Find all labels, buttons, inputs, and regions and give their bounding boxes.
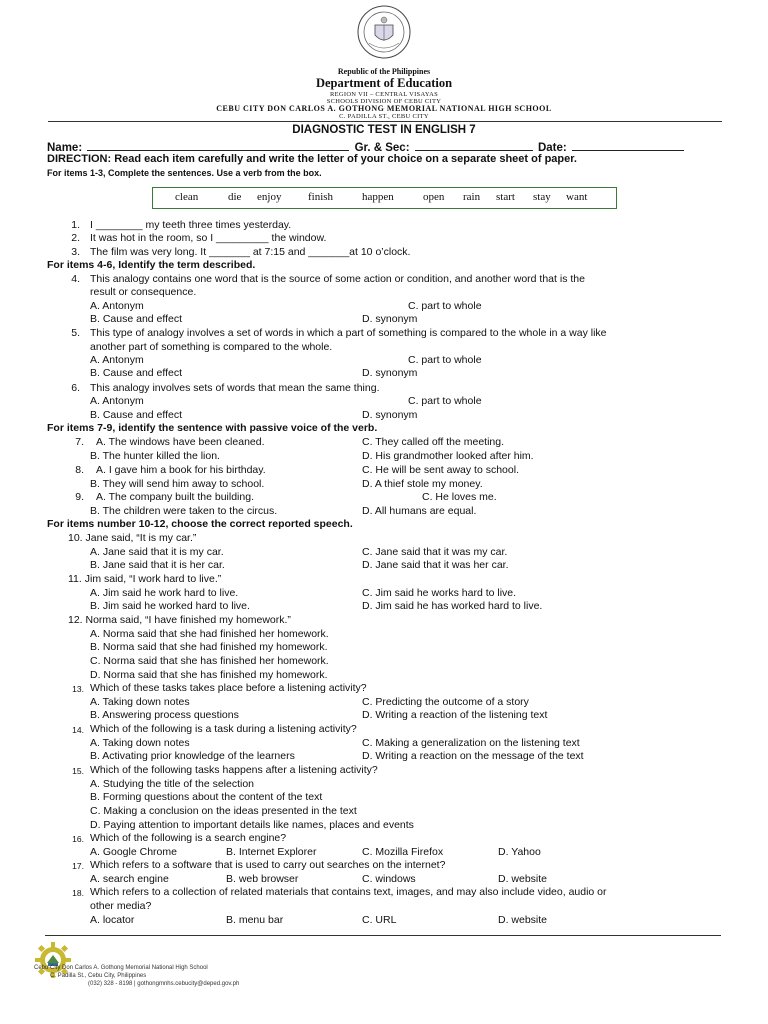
choice[interactable]: A. Antonym — [90, 395, 144, 407]
choice[interactable]: D. A thief stole my money. — [362, 478, 483, 490]
region-line: REGION VII – CENTRAL VISAYAS — [329, 91, 439, 98]
question-number: 8. — [75, 464, 84, 476]
choice[interactable]: C. Mozilla Firefox — [362, 846, 444, 858]
choice[interactable]: A. The windows have been cleaned. — [96, 436, 265, 448]
choice[interactable]: D. Yahoo — [498, 846, 541, 858]
choice[interactable]: D. All humans are equal. — [362, 505, 477, 517]
question-13: Which of these tasks takes place before a listening activity? — [90, 682, 367, 694]
section-heading: For items number 10-12, choose the correct reported speech. — [47, 518, 353, 530]
choice[interactable]: B. Jane said that it is her car. — [90, 559, 225, 571]
question-6: This analogy involves sets of words that mean the same thing. — [90, 382, 380, 394]
question-2: It was hot in the room, so I _________ the window. — [90, 232, 327, 244]
choice[interactable]: D. Writing a reaction on the message of the text — [362, 750, 584, 762]
choice[interactable]: B. Cause and effect — [90, 313, 183, 325]
question-number: 7. — [75, 436, 84, 448]
choice[interactable]: A. I gave him a book for his birthday. — [96, 464, 266, 476]
question-5-cont: another part of something is compared to the whole. — [90, 341, 333, 353]
choice[interactable]: A. Antonym — [90, 354, 144, 366]
choice[interactable]: B. Forming questions about the content of the text — [90, 791, 323, 803]
question-4: This analogy contains one word that is the source of some action or condition, and another word that is the — [90, 273, 585, 285]
word-box-item: die — [228, 191, 242, 203]
address-line: C. PADILLA ST., CEBU CITY — [339, 113, 429, 120]
choice[interactable]: A. Jane said that it is my car. — [90, 546, 224, 558]
choice[interactable]: C. URL — [362, 914, 397, 926]
choice[interactable]: C. part to whole — [408, 354, 482, 366]
choice[interactable]: B. The children were taken to the circus. — [90, 505, 278, 517]
footer-school: Cebu City Don Carlos A. Gothong Memorial National High School — [34, 965, 208, 971]
deped-seal-icon — [357, 5, 411, 59]
choice[interactable]: B. Cause and effect — [90, 409, 183, 421]
student-info-line — [47, 140, 686, 154]
question-15: Which of the following tasks happens after a listening activity? — [90, 764, 378, 776]
choice[interactable]: C. He loves me. — [422, 491, 497, 503]
choice[interactable]: D. website — [498, 914, 548, 926]
section-heading: For items 7-9, identify the sentence with passive voice of the verb. — [47, 422, 378, 434]
header-divider — [48, 121, 722, 122]
choice[interactable]: A. Taking down notes — [90, 737, 190, 749]
choice[interactable]: D. Paying attention to important details like names, places and events — [90, 819, 414, 831]
question-number: 13. — [72, 684, 84, 694]
items-1-3-instruction: For items 1-3, Complete the sentences. Use a verb from the box. — [47, 168, 322, 178]
question-18: Which refers to a collection of related materials that contains text, images, and may also include video, audio or — [90, 886, 607, 898]
choice[interactable]: D. synonym — [362, 367, 418, 379]
question-number: 17. — [72, 861, 84, 871]
word-box-item: rain — [463, 191, 481, 203]
choice[interactable]: C. part to whole — [408, 300, 482, 312]
question-number: 18. — [72, 888, 84, 898]
question-10: 10. Jane said, “It is my car.” — [68, 532, 197, 544]
date-label: Date: — [537, 142, 567, 154]
question-4-cont: result or consequence. — [90, 286, 197, 298]
word-box-item: stay — [533, 191, 551, 203]
question-11: 11. Jim said, “I work hard to live.” — [68, 573, 222, 585]
question-16: Which of the following is a search engine? — [90, 832, 287, 844]
choice[interactable]: B. The hunter killed the lion. — [90, 450, 220, 462]
word-box-item: want — [566, 191, 588, 203]
question-number: 4. — [71, 273, 80, 285]
question-5: This type of analogy involves a set of words in which a part of something is compared to the whole in a way like — [90, 327, 607, 339]
question-12: 12. Norma said, “I have finished my homework.” — [68, 614, 291, 626]
choice[interactable]: A. The company built the building. — [96, 491, 254, 503]
choice[interactable]: A. Antonym — [90, 300, 144, 312]
choice[interactable]: C. They called off the meeting. — [362, 436, 505, 448]
question-number: 9. — [75, 491, 84, 503]
choice[interactable]: C. windows — [362, 873, 416, 885]
question-number: 16. — [72, 834, 84, 844]
question-number: 1. — [71, 219, 80, 231]
word-box-item: open — [423, 191, 445, 203]
choice[interactable]: D. His grandmother looked after him. — [362, 450, 534, 462]
choice[interactable]: D. Jane said that it was her car. — [362, 559, 509, 571]
question-14: Which of the following is a task during a listening activity? — [90, 723, 357, 735]
question-number: 14. — [72, 725, 84, 735]
choice[interactable]: A. Google Chrome — [90, 846, 177, 858]
choice[interactable]: D. synonym — [362, 313, 418, 325]
question-number: 2. — [71, 232, 80, 244]
footer-divider — [45, 935, 721, 936]
choice[interactable]: C. Predicting the outcome of a story — [362, 696, 529, 708]
question-3: The film was very long. It _______ at 7:15 and _______at 10 o’clock. — [90, 246, 411, 258]
question-17: Which refers to a software that is used to carry out searches on the internet? — [90, 859, 446, 871]
question-1: I ________ my teeth three times yesterday. — [90, 219, 292, 231]
school-line: CEBU CITY DON CARLOS A. GOTHONG MEMORIAL NATIONAL HIGH SCHOOL — [216, 104, 552, 113]
choice[interactable]: B. Norma said that she had finished my homework. — [90, 641, 328, 653]
choice[interactable]: A. search engine — [90, 873, 169, 885]
choice[interactable]: D. website — [498, 873, 548, 885]
choice[interactable]: B. They will send him away to school. — [90, 478, 265, 490]
choice[interactable]: B. web browser — [226, 873, 299, 885]
question-number: 6. — [71, 382, 80, 394]
choice[interactable]: B. menu bar — [226, 914, 284, 926]
choice[interactable]: B. Answering process questions — [90, 709, 239, 721]
grsec-field[interactable] — [415, 140, 533, 151]
choice[interactable]: A. Jim said he work hard to live. — [90, 587, 239, 599]
footer-address: C. Padilla St., Cebu City, Philippines — [50, 973, 147, 979]
direction-text: DIRECTION: Read each item carefully and write the letter of your choice on a separate sheet of paper. — [47, 153, 577, 165]
division-line: SCHOOLS DIVISION OF CEBU CITY — [326, 98, 442, 105]
choice[interactable]: C. Jim said he works hard to live. — [362, 587, 517, 599]
choice[interactable]: C. Making a generalization on the listening text — [362, 737, 580, 749]
question-number: 3. — [71, 246, 80, 258]
choice[interactable]: C. Jane said that it was my car. — [362, 546, 508, 558]
name-field[interactable] — [87, 140, 349, 151]
choice[interactable]: A. locator — [90, 914, 135, 926]
word-box-item: clean — [175, 191, 199, 203]
choice[interactable]: A. Studying the title of the selection — [90, 778, 255, 790]
choice[interactable]: B. Activating prior knowledge of the learners — [90, 750, 295, 762]
section-heading: For items 4-6, Identify the term described. — [47, 259, 256, 271]
name-label: Name: — [47, 142, 83, 154]
choice[interactable]: D. Norma said that she has finished my homework. — [90, 669, 328, 681]
choice[interactable]: D. Jim said he has worked hard to live. — [362, 600, 543, 612]
choice[interactable]: C. He will be sent away to school. — [362, 464, 519, 476]
question-number: 15. — [72, 766, 84, 776]
date-field[interactable] — [572, 140, 684, 151]
choice[interactable]: B. Cause and effect — [90, 367, 183, 379]
choice[interactable]: A. Norma said that she had finished her homework. — [90, 628, 329, 640]
choice[interactable]: D. synonym — [362, 409, 418, 421]
choice[interactable]: C. Norma said that she has finished her homework. — [90, 655, 329, 667]
choice[interactable]: B. Internet Explorer — [226, 846, 317, 858]
question-18-cont: other media? — [90, 900, 152, 912]
word-box-item: happen — [362, 191, 394, 203]
grsec-label: Gr. & Sec: — [354, 142, 410, 154]
choice[interactable]: A. Taking down notes — [90, 696, 190, 708]
choice[interactable]: C. part to whole — [408, 395, 482, 407]
choice[interactable]: C. Making a conclusion on the ideas presented in the text — [90, 805, 357, 817]
word-box-item: finish — [308, 191, 334, 203]
choice[interactable]: B. Jim said he worked hard to live. — [90, 600, 250, 612]
word-box-item: start — [496, 191, 515, 203]
word-box-item: enjoy — [257, 191, 282, 203]
department-line: Department of Education — [315, 76, 453, 90]
question-number: 5. — [71, 327, 80, 339]
choice[interactable]: D. Writing a reaction of the listening text — [362, 709, 548, 721]
test-title: DIAGNOSTIC TEST IN ENGLISH 7 — [292, 124, 476, 136]
republic-line: Republic of the Philippines — [337, 67, 431, 76]
footer-contact: (032) 328 - 8198 | gothongmnhs.cebucity@deped.gov.ph — [88, 981, 240, 987]
